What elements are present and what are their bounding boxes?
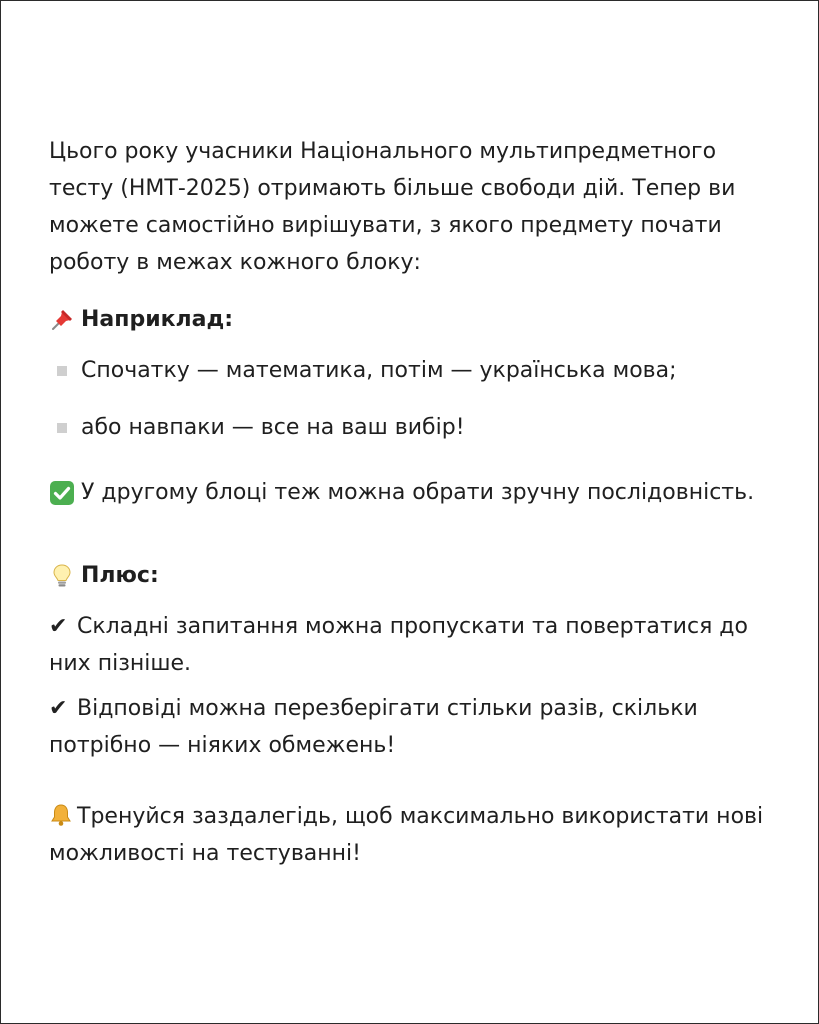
list-item-text: або навпаки — все на ваш вибір! <box>81 415 465 440</box>
second-block-note <box>49 474 779 511</box>
list-item <box>49 409 779 446</box>
plus-heading-text: Плюс: <box>81 563 159 588</box>
plus-item <box>49 608 779 682</box>
closing-paragraph <box>49 798 779 872</box>
bell-icon <box>49 802 73 828</box>
list-item <box>49 352 779 389</box>
check-mark-icon: ✔ <box>49 614 68 639</box>
example-heading <box>49 301 779 338</box>
check-box-icon <box>49 480 75 506</box>
post-content <box>49 133 779 872</box>
closing-text: Тренуйся заздалегідь, щоб максимально використати нові можливості на тестуванні! <box>49 804 764 866</box>
pushpin-icon <box>49 307 75 333</box>
example-list <box>49 352 779 446</box>
example-heading-text: Наприклад: <box>81 307 234 332</box>
plus-item <box>49 690 779 764</box>
bullet-square-icon <box>57 423 67 433</box>
intro-paragraph: Цього року учасники Національного мультипредметного тесту (НМТ-2025) отримають більше свободи дій. Тепер ви можете самостійно вирішувати, з якого предмету почати роботу в межах кожного блоку: <box>49 139 736 275</box>
light-bulb-icon <box>49 563 75 589</box>
check-mark-icon: ✔ <box>49 696 68 721</box>
plus-item-text: Складні запитання можна пропускати та повертатися до них пізніше. <box>49 614 748 676</box>
bullet-square-icon <box>57 366 67 376</box>
list-item-text: Спочатку — математика, потім — українська мова; <box>81 358 677 383</box>
plus-heading <box>49 557 779 594</box>
plus-item-text: Відповіді можна перезберігати стільки разів, скільки потрібно — ніяких обмежень! <box>49 696 698 758</box>
second-block-note-text: У другому блоці теж можна обрати зручну послідовність. <box>81 480 755 505</box>
